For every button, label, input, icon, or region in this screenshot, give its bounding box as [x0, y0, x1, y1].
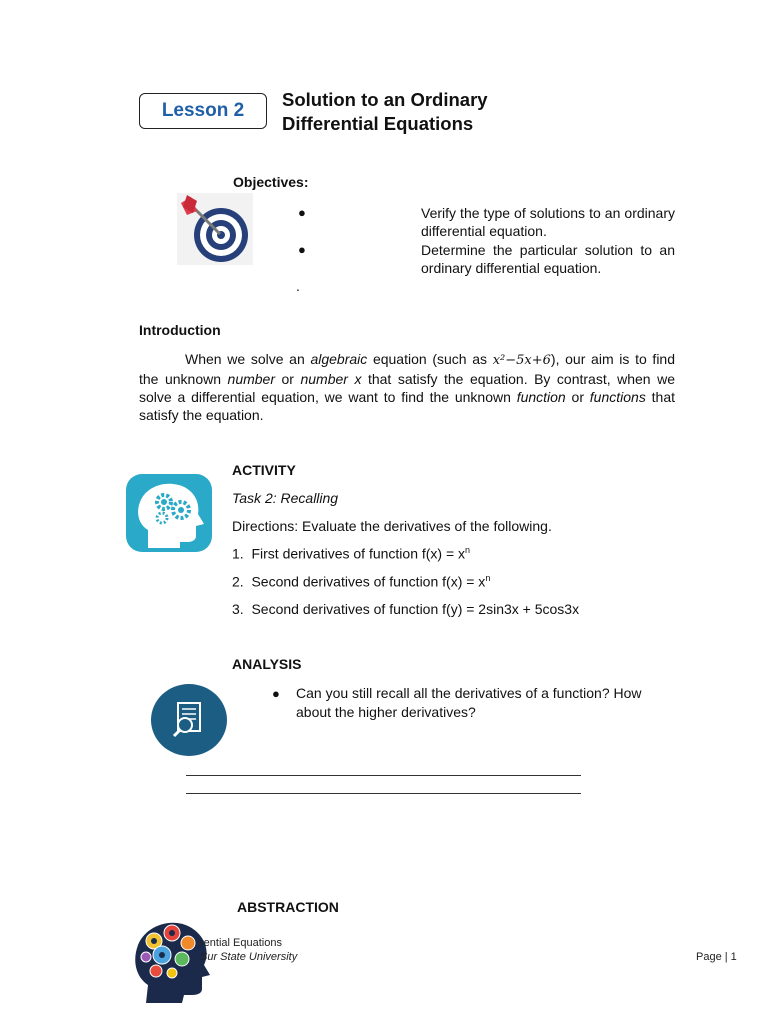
objectives-heading: Objectives: [233, 174, 309, 190]
task-label: Task 2: Recalling [232, 490, 339, 506]
activity-heading: ACTIVITY [232, 462, 296, 478]
objective-item-1: Verify the type of solutions to an ordinary differential equation. [421, 205, 675, 239]
objective-bullet-2: ● [298, 242, 306, 257]
introduction-paragraph: When we solve an algebraic equation (such as x²−5x+6), our aim is to find the unknown number or number x that satisfy the equation. By contrast, when we solve a differential equation, we want to find the unknown function or functions that satisfy the equation. [139, 351, 676, 423]
answer-line-2[interactable] [186, 793, 581, 794]
target-icon [177, 193, 253, 265]
analysis-heading: ANALYSIS [232, 656, 302, 672]
objectives-trailing-mark: . [296, 278, 300, 294]
answer-line-1[interactable] [186, 775, 581, 776]
page-number: Page | 1 [696, 951, 737, 963]
objective-item-2: Determine the particular solution to an ordinary differential equation. [421, 242, 675, 276]
analysis-bullet: ● [272, 686, 280, 701]
lesson-label: Lesson 2 [161, 100, 245, 121]
footer-course-name: rential Equations [200, 937, 282, 949]
lesson-title [282, 88, 602, 136]
lesson-label-box [139, 93, 267, 129]
lesson-title-line1: Solution to an Ordinary [282, 89, 488, 110]
head-gears-icon [126, 474, 212, 552]
activity-directions: Directions: Evaluate the derivatives of the following. [232, 518, 552, 534]
document-search-icon [150, 683, 228, 757]
activity-item-3: 3. Second derivatives of function f(y) = 2sin3x + 5cos3x [232, 601, 580, 617]
lesson-title-line2: Differential Equations [282, 113, 474, 134]
analysis-question: Can you still recall all the derivatives of a function? How about the higher derivatives? [296, 685, 642, 720]
footer-university-name: Sur State University [200, 951, 298, 963]
activity-item-1: 1. First derivatives of function $f(x) = x^n$ [232, 545, 471, 562]
abstraction-heading: ABSTRACTION [237, 899, 339, 915]
activity-item-2: 2. Second derivatives of function $f(x) = x^n$ [232, 573, 491, 590]
introduction-heading: Introduction [139, 322, 221, 338]
quadratic-expression: x²−5x+6 [492, 353, 551, 368]
objective-bullet-1: ● [298, 205, 306, 220]
